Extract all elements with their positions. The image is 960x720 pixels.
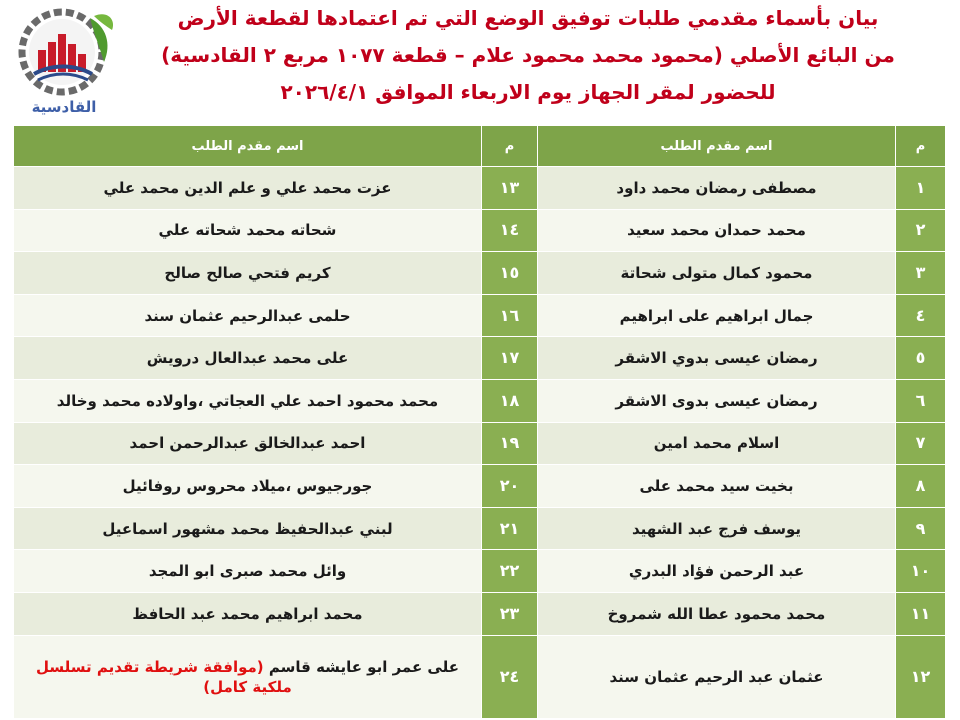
applicant-name-right: [538, 550, 896, 593]
table-row: [14, 209, 946, 252]
applicant-name-right-text: عثمان عبد الرحيم عثمان سند: [609, 667, 824, 686]
row-number-right-text: ١١: [910, 603, 931, 623]
applicant-name-right-text: رمضان عيسى بدوي الاشقر: [615, 349, 818, 368]
applicant-name-left-text: عزت محمد علي و علم الدين محمد علي: [103, 178, 392, 197]
header-name-left: اسم مقدم الطلب: [14, 126, 482, 167]
row-number-left-text: ١٥: [499, 263, 520, 283]
row-number-left-text: ٢١: [499, 518, 520, 538]
row-number-left: [482, 209, 538, 252]
row-number-left-text: ٢٠: [499, 476, 520, 496]
row-number-right-text: ٩: [915, 518, 926, 538]
heading-line-3: للحضور لمقر الجهاز يوم الاربعاء الموافق ٢٠٢٦/٤/١: [280, 80, 776, 104]
row-number-left-text: ١٤: [499, 220, 520, 240]
row-number-right-text: ١٢: [910, 666, 931, 686]
row-number-right: [896, 209, 946, 252]
applicant-name-right: [538, 252, 896, 295]
applicant-name-left: [14, 209, 482, 252]
applicants-table: [13, 125, 946, 719]
row-number-right: [896, 507, 946, 550]
city-logo: [8, 4, 120, 116]
applicant-name-right: [538, 422, 896, 465]
applicant-name-left-text: وائل محمد صبرى ابو المجد: [148, 562, 347, 581]
row-number-left: [482, 635, 538, 718]
row-number-left: [482, 422, 538, 465]
applicant-name-right-text: عبد الرحمن فؤاد البدري: [628, 562, 805, 581]
table-row: [14, 635, 946, 718]
applicant-name-left-text: كريم فتحي صالح صالح: [164, 264, 331, 283]
applicant-name-right-text: محمود كمال متولى شحاتة: [620, 264, 813, 283]
applicant-name-right-text: محمد محمود عطا الله شمروخ: [607, 604, 826, 623]
row-number-right: [896, 593, 946, 636]
applicant-name-right: [538, 465, 896, 508]
applicant-name-right: [538, 507, 896, 550]
applicant-name-left: [14, 294, 482, 337]
row-number-right: [896, 252, 946, 295]
table-row: [14, 337, 946, 380]
row-number-left-text: ١٧: [499, 348, 520, 368]
table-row: [14, 167, 946, 210]
applicant-name-right: [538, 209, 896, 252]
row-number-left: [482, 593, 538, 636]
applicant-name-left-text: جورجيوس ،ميلاد محروس روفائيل: [122, 477, 373, 496]
row-number-left: [482, 380, 538, 423]
row-number-right-text: ٦: [915, 390, 926, 410]
row-number-left-text: ٢٤: [499, 666, 520, 686]
table-row: [14, 380, 946, 423]
row-number-right: [896, 294, 946, 337]
row-number-left-text: ١٩: [499, 433, 520, 453]
table-row: [14, 422, 946, 465]
logo-caption: القادسية: [31, 98, 97, 116]
table-row: [14, 593, 946, 636]
row-number-right: [896, 422, 946, 465]
applicant-name-left-text: شحاته محمد شحاته علي: [158, 221, 337, 240]
applicant-name-right-text: اسلام محمد امين: [653, 434, 780, 453]
row-number-right: [896, 635, 946, 718]
applicant-name-left-text: حلمى عبدالرحيم عثمان سند: [144, 306, 351, 325]
applicant-name-left-text: على عمر ابو عايشه قاسم: [268, 657, 459, 676]
table-row: [14, 465, 946, 508]
row-number-right-text: ٥: [915, 348, 926, 368]
heading-line-2: من البائع الأصلي (محمود محمد محمود علام – قطعة ١٠٧٧ مربع ٢ القادسية): [161, 43, 895, 67]
header-name-right: اسم مقدم الطلب: [538, 126, 896, 167]
applicant-name-left: [14, 550, 482, 593]
row-number-left: [482, 337, 538, 380]
applicant-name-right: [538, 294, 896, 337]
row-number-right: [896, 550, 946, 593]
applicant-name-right: [538, 167, 896, 210]
applicant-name-right-text: محمد حمدان محمد سعيد: [627, 221, 806, 240]
applicant-name-right-text: جمال ابراهيم على ابراهيم: [619, 306, 814, 325]
row-number-right: [896, 337, 946, 380]
row-number-left: [482, 550, 538, 593]
applicant-name-right: [538, 593, 896, 636]
table-row: [14, 294, 946, 337]
header-num-left: م: [482, 126, 538, 167]
applicant-name-left-text: محمد ابراهيم محمد عبد الحافظ: [132, 604, 363, 623]
applicant-name-right: [538, 337, 896, 380]
row-number-right-text: ٣: [915, 263, 926, 283]
applicant-name-left: [14, 593, 482, 636]
applicant-name-right-text: يوسف فرج عبد الشهيد: [631, 519, 802, 538]
applicant-name-left: [14, 507, 482, 550]
applicant-name-right: [538, 635, 896, 718]
table-row: [14, 507, 946, 550]
applicant-name-left: [14, 635, 482, 718]
table-row: [14, 252, 946, 295]
row-number-right-text: ١٠: [910, 561, 931, 581]
approval-condition-note: (موافقة شريطة تقديم تسلسل ملكية كامل): [36, 657, 292, 696]
applicant-name-left-text: لبني عبدالحفيظ محمد مشهور اسماعيل: [102, 519, 393, 538]
applicant-name-left-text: محمد محمود احمد علي العجاتي ،واولاده محمد وخالد: [56, 391, 439, 410]
applicant-name-left-text: احمد عبدالخالق عبدالرحمن احمد: [129, 434, 366, 453]
row-number-left: [482, 167, 538, 210]
applicant-name-left: [14, 167, 482, 210]
heading-line-1: بيان بأسماء مقدمي طلبات توفيق الوضع التي تم اعتمادها لقطعة الأرض: [177, 6, 879, 30]
applicant-name-left-text: على محمد عبدالعال درويش: [146, 349, 349, 368]
row-number-right-text: ٤: [915, 305, 926, 325]
table-header-row: [14, 126, 946, 167]
row-number-left: [482, 294, 538, 337]
header-num-right: م: [896, 126, 946, 167]
applicant-name-right-text: مصطفى رمضان محمد داود: [616, 178, 817, 197]
row-number-left: [482, 465, 538, 508]
row-number-right: [896, 167, 946, 210]
city-emblem-icon: [8, 4, 120, 104]
applicant-name-left: [14, 337, 482, 380]
row-number-left: [482, 507, 538, 550]
applicant-name-right: [538, 380, 896, 423]
row-number-left-text: ١٦: [499, 305, 520, 325]
table-row: [14, 550, 946, 593]
applicant-name-left: [14, 465, 482, 508]
document-heading: [130, 0, 926, 111]
row-number-right: [896, 465, 946, 508]
row-number-left-text: ١٨: [499, 390, 520, 410]
row-number-left: [482, 252, 538, 295]
row-number-left-text: ٢٣: [499, 603, 520, 623]
row-number-right-text: ٢: [915, 220, 926, 240]
row-number-right-text: ٨: [915, 476, 926, 496]
applicant-name-left: [14, 422, 482, 465]
applicant-name-left: [14, 380, 482, 423]
row-number-left-text: ١٣: [499, 177, 520, 197]
applicant-name-right-text: رمضان عيسى بدوى الاشقر: [615, 391, 818, 410]
applicants-table-body: [14, 167, 946, 719]
row-number-right-text: ٧: [915, 433, 926, 453]
applicant-name-left: [14, 252, 482, 295]
row-number-right-text: ١: [915, 177, 926, 197]
row-number-left-text: ٢٢: [499, 561, 520, 581]
row-number-right: [896, 380, 946, 423]
applicant-name-right-text: بخيت سيد محمد على: [639, 477, 794, 496]
